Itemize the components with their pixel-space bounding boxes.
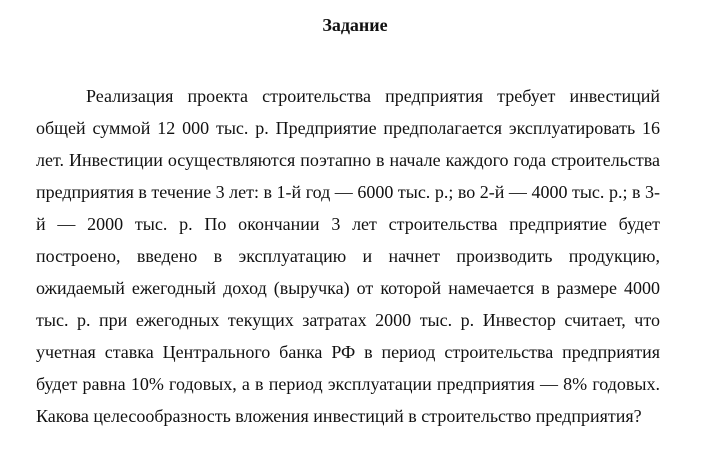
task-paragraph: Реализация проекта строительства предприятия требует инвестиций общей суммой 12 000 тыс. р. Предприятие предполагается эксплуатировать 16 лет. Инвестиции осуществляются поэтапно в начале каждого года строительства предприятия в течение 3 лет: в 1-й год — 6000 тыс. р.; во 2-й — 4000 тыс. р.; в 3-й — 2000 тыс. р. По окончании 3 лет строительства предприятие будет построено, введено в эксплуатацию и начнет производить продукцию, ожидаемый ежегодный доход (выручка) от которой намечается в размере 4000 тыс. р. при ежегодных текущих затратах 2000 тыс. р. Инвестор считает, что учетная ставка Центрального банка РФ в период строительства предприятия будет равна 10% годовых, а в период эксплуатации предприятия — 8% годовых. Какова целесообразность вложения инвестиций в строительство предприятия? xyxy=(36,86,660,426)
page-title: Задание xyxy=(322,15,388,35)
